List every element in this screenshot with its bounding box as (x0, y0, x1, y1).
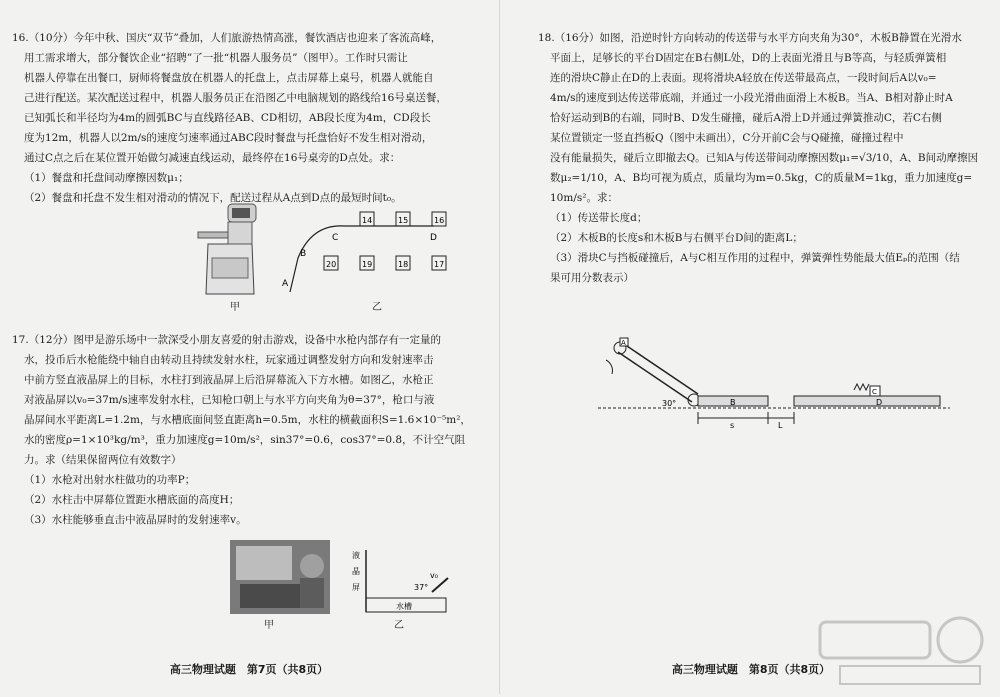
question-17 (12, 330, 471, 530)
right-page (502, 0, 1000, 694)
q18-line: 数μ₂=1/10，A、B均可视为质点，质量均为m=0.5kg，C的质量M=1kg，重力加速度g= (550, 172, 973, 184)
q16-line: 度为12m，机器人以2m/s的速度匀速率通过ABC段时餐盘与托盘恰好不发生相对滑动， (24, 132, 433, 144)
label-s: s (730, 421, 735, 430)
page-footer-8: 高三物理试题 第8页（共8页） (671, 663, 831, 676)
q18-sub-2: （2）木板B的长度s和木板B与右侧平台D间的距离L； (550, 232, 803, 244)
label-D: D (876, 398, 883, 407)
robot-figure (188, 198, 278, 300)
point-D: D (430, 233, 437, 243)
q18-line: 平面上，足够长的平台D固定在B右侧L处，D的上表面光滑且与B等高，与轻质弹簧相 (550, 52, 947, 64)
angle-label: 37° (414, 583, 429, 592)
label-L: L (778, 421, 783, 430)
left-page (0, 0, 498, 694)
q18-line: 18.（16分）如图，沿逆时针方向转动的传送带与水平方向夹角为30°，木板B静置在光滑水 (538, 32, 962, 44)
question-16 (12, 28, 447, 208)
question-18 (538, 28, 978, 288)
table-row-bottom (324, 256, 446, 270)
table-15: 15 (398, 216, 409, 225)
q18-line: 4m/s的速度到达传送带底端，并通过一小段光滑曲面滑上木板B。当A、B相对静止时A (550, 92, 953, 104)
conveyor-diagram (598, 334, 950, 434)
page-divider (499, 0, 500, 694)
q16-line: 已知弧长和半径均为4m的圆弧BC与直线路径AB、CD相切，AB段长度为4m，CD段长 (24, 112, 431, 124)
screen-label-1: 液 (352, 551, 360, 560)
label-B: B (730, 398, 736, 407)
q16-line: 己进行配送。某次配送过程中，机器人服务员正在沿图乙中电脑规划的路线给16号桌送餐， (24, 92, 447, 104)
table-20: 20 (326, 260, 337, 269)
table-17: 17 (434, 260, 445, 269)
figure-caption-jia-2: 甲 (264, 620, 274, 631)
q17-line: 水的密度ρ=1×10³kg/m³，重力加速度g=10m/s²，sin37°=0.6，cos37°=0.8，不计空气阻 (24, 434, 466, 446)
route-map-figure (278, 206, 458, 296)
table-18: 18 (398, 260, 409, 269)
angle-30-label: 30° (662, 399, 677, 408)
page-footer-7: 高三物理试题 第7页（共8页） (169, 663, 329, 676)
q17-sub-1: （1）水枪对出射水柱做功的功率P； (24, 474, 196, 486)
q16-line: 机器人停靠在出餐口，厨师将餐盘放在机器人的托盘上，点击屏幕上桌号，机器人就能自 (24, 72, 434, 84)
table-19: 19 (362, 260, 373, 269)
q17-sub-2: （2）水柱击中屏幕位置距水槽底面的高度H； (24, 494, 240, 506)
q17-line: 力。求（结果保留两位有效数字） (24, 454, 182, 466)
q16-line: 16.（10分）今年中秋、国庆“双节”叠加，人们旅游热情高涨，餐饮酒店也迎来了客流高峰， (12, 32, 442, 44)
figure-caption-jia: 甲 (230, 302, 240, 313)
q17-sub-3: （3）水柱能够垂直击中液晶屏时的发射速率v。 (24, 514, 247, 526)
label-C: C (872, 388, 877, 396)
q16-sub-2: （2）餐盘和托盘不发生相对滑动的情况下，配送过程从A点到D点的最短时间t₀。 (24, 192, 402, 204)
table-16: 16 (434, 216, 445, 225)
q18-line: 恰好运动到B的右端，同时B、D发生碰撞，碰后A滑上D并通过弹簧推动C，若C右侧 (550, 112, 942, 124)
water-gun-diagram (352, 548, 452, 618)
table-14: 14 (362, 216, 373, 225)
q17-line: 17.（12分）图甲是游乐场中一款深受小朋友喜爱的射击游戏，设备中水枪内部存有一定量的 (12, 334, 442, 346)
tank-label: 水槽 (396, 602, 412, 611)
label-A: A (621, 339, 626, 347)
q18-sub-3-cont: 果可用分数表示） (550, 272, 634, 284)
watermark-icon (810, 610, 990, 690)
q16-line: 用工需求增大，部分餐饮企业“招聘”了一批“机器人服务员”（图甲）。工作时只需让 (24, 52, 408, 64)
q17-line: 对液晶屏以v₀=37m/s速率发射水柱，已知枪口朝上与水平方向夹角为θ=37°，枪口与液 (24, 394, 435, 406)
point-C: C (332, 233, 339, 243)
q17-line: 水，投币后水枪能绕中轴自由转动且持续发射水柱，玩家通过调整发射方向和发射速率击 (24, 354, 434, 366)
point-B: B (300, 249, 307, 259)
q18-line: 10m/s²。求： (550, 192, 618, 204)
figure-caption-yi-2: 乙 (394, 620, 404, 631)
figure-caption-yi: 乙 (372, 302, 382, 313)
point-A: A (282, 279, 289, 289)
q16-line: 通过C点之后在某位置开始做匀减速直线运动，最终停在16号桌旁的D点处。求： (24, 152, 401, 164)
screen-label-3: 屏 (352, 583, 360, 592)
q18-line: 连的滑块C静止在D的上表面。现将滑块A轻放在传送带最高点，一段时间后A以v₀= (550, 72, 937, 84)
table-row-top (360, 212, 446, 226)
shooting-game-photo (230, 540, 330, 614)
q16-sub-1: （1）餐盘和托盘间动摩擦因数μ₁； (24, 172, 189, 184)
q18-line: 某位置锁定一竖直挡板Q（图中未画出），C分开前C会与Q碰撞，碰撞过程中 (550, 132, 904, 144)
v0-label: v₀ (430, 571, 438, 580)
watermark-logo (810, 610, 990, 690)
q18-line: 没有能量损失，碰后立即撤去Q。已知A与传送带间动摩擦因数μ₁=√3/10，A、B间动摩擦因 (550, 152, 979, 164)
q17-line: 中前方竖直液晶屏上的目标，水柱打到液晶屏上后沿屏幕流入下方水槽。如图乙，水枪正 (24, 374, 434, 386)
q17-line: 晶屏间水平距离L=1.2m，与水槽底面间竖直距离h=0.5m，水柱的横截面积S=1.6×10⁻⁵m²， (24, 414, 471, 426)
screen-label-2: 晶 (352, 567, 360, 576)
q18-sub-1: （1）传送带长度d； (550, 212, 648, 224)
q18-sub-3: （3）滑块C与挡板碰撞后，A与C相互作用的过程中，弹簧弹性势能最大值Eₚ的范围（结 (550, 252, 960, 264)
